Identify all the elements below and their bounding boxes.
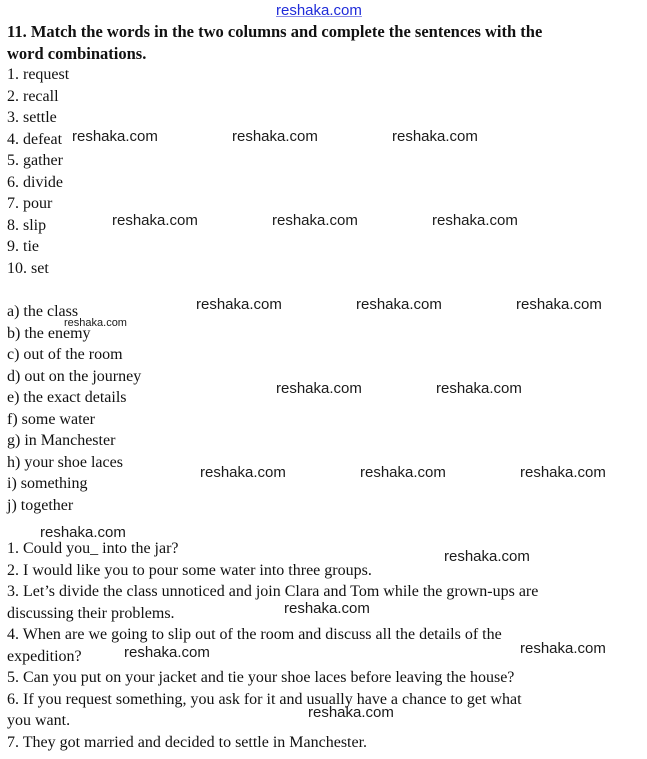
phrase-item: g) in Manchester	[7, 432, 116, 449]
sentence-line: discussing their problems.	[7, 605, 175, 622]
watermark-text: reshaka.com	[276, 380, 362, 397]
sentence-line: 2. I would like you to pour some water into three groups.	[7, 562, 372, 579]
phrase-item: i) something	[7, 475, 88, 492]
word-item: 8. slip	[7, 217, 47, 234]
watermark-text: reshaka.com	[360, 464, 446, 481]
watermark-text: reshaka.com	[308, 704, 394, 721]
exercise-title-line-2: word combinations.	[7, 44, 147, 63]
sentence-line: you want.	[7, 712, 71, 729]
sentence-line: 4. When are we going to slip out of the room and discuss all the details of the	[7, 626, 502, 643]
sentence-line: 6. If you request something, you ask for it and usually have a chance to get what	[7, 691, 522, 708]
watermark-text: reshaka.com	[520, 464, 606, 481]
watermark-text: reshaka.com	[200, 464, 286, 481]
watermark-text: reshaka.com	[72, 128, 158, 145]
watermark-text: reshaka.com	[196, 296, 282, 313]
word-item: 6. divide	[7, 174, 63, 191]
watermark-text: reshaka.com	[112, 212, 198, 229]
site-watermark-top[interactable]: reshaka.com	[276, 2, 362, 19]
watermark-text: reshaka.com	[392, 128, 478, 145]
watermark-text-small: reshaka.com	[64, 317, 127, 329]
sentence-line: 7. They got married and decided to settle in Manchester.	[7, 734, 368, 751]
watermark-text: reshaka.com	[232, 128, 318, 145]
word-item: 10. set	[7, 260, 49, 277]
word-item: 4. defeat	[7, 131, 63, 148]
watermark-text: reshaka.com	[124, 644, 210, 661]
watermark-text: reshaka.com	[436, 380, 522, 397]
sentence-line: 3. Let’s divide the class unnoticed and join Clara and Tom while the grown-ups are	[7, 583, 539, 600]
watermark-text: reshaka.com	[516, 296, 602, 313]
word-item: 3. settle	[7, 109, 57, 126]
phrase-item: e) the exact details	[7, 389, 127, 406]
word-item: 9. tie	[7, 238, 39, 255]
sentence-line: 1. Could you_ into the jar?	[7, 540, 179, 557]
watermark-text: reshaka.com	[356, 296, 442, 313]
word-item: 1. request	[7, 66, 70, 83]
watermark-text: reshaka.com	[272, 212, 358, 229]
sentence-line: 5. Can you put on your jacket and tie your shoe laces before leaving the house?	[7, 669, 515, 686]
watermark-text: reshaka.com	[520, 640, 606, 657]
word-item: 5. gather	[7, 152, 63, 169]
watermark-text: reshaka.com	[284, 600, 370, 617]
phrase-item: a) the class	[7, 303, 79, 320]
phrase-item: h) your shoe laces	[7, 454, 123, 471]
sentence-line: expedition?	[7, 648, 82, 665]
watermark-text: reshaka.com	[444, 548, 530, 565]
phrase-item: c) out of the room	[7, 346, 123, 363]
watermark-text: reshaka.com	[40, 524, 126, 541]
exercise-title-line-1: 11. Match the words in the two columns and complete the sentences with the	[7, 22, 543, 41]
phrase-item: b) the enemy	[7, 325, 91, 342]
phrase-item: j) together	[7, 497, 74, 514]
word-item: 2. recall	[7, 88, 59, 105]
word-item: 7. pour	[7, 195, 53, 212]
phrase-item: f) some water	[7, 411, 95, 428]
watermark-text: reshaka.com	[432, 212, 518, 229]
phrase-item: d) out on the journey	[7, 368, 142, 385]
